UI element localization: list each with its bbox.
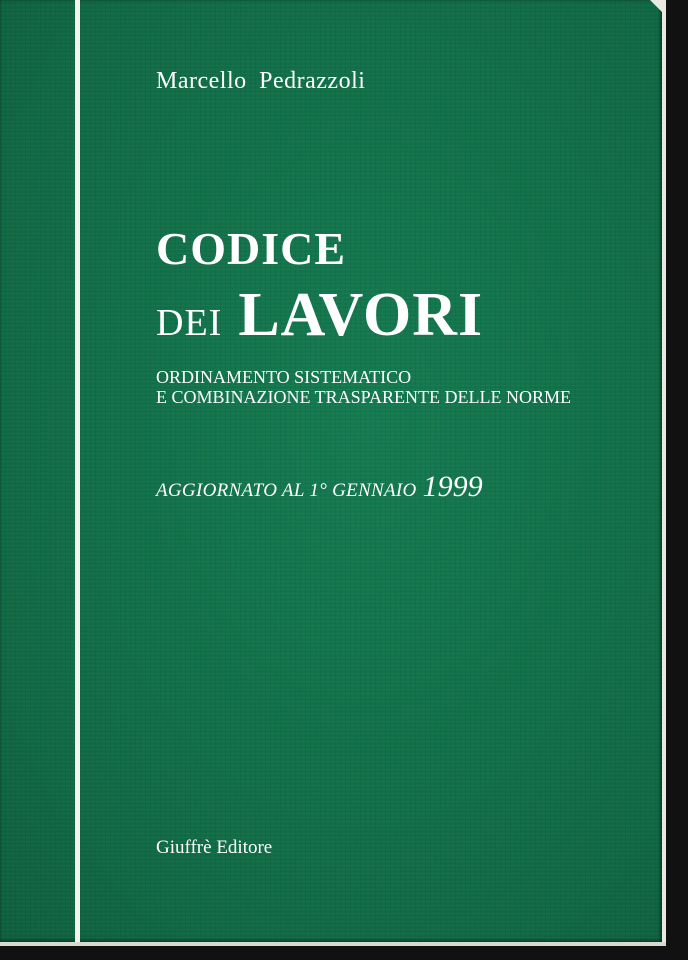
edition-label: AGGIORNATO AL 1° GENNAIO: [156, 480, 417, 501]
author-name: Marcello Pedrazzoli: [156, 68, 366, 94]
publisher-name: Giuffrè Editore: [156, 837, 273, 858]
page-edge-bottom: [0, 942, 666, 946]
edition-note: [156, 470, 483, 504]
subtitle: [156, 367, 571, 407]
spine-stripe: [75, 0, 80, 942]
title-line-1: CODICE: [156, 223, 347, 274]
title-line-2-big: LAVORI: [238, 281, 484, 349]
page-edge-right: [662, 0, 666, 945]
title-line-2: [156, 280, 483, 351]
subtitle-line-2: E COMBINAZIONE TRASPARENTE DELLE NORME: [156, 387, 572, 407]
corner-fold: [650, 0, 664, 14]
edition-year: 1999: [422, 470, 483, 503]
subtitle-line-1: ORDINAMENTO SISTEMATICO: [156, 367, 412, 387]
title-line-2-small: DEI: [156, 302, 223, 344]
